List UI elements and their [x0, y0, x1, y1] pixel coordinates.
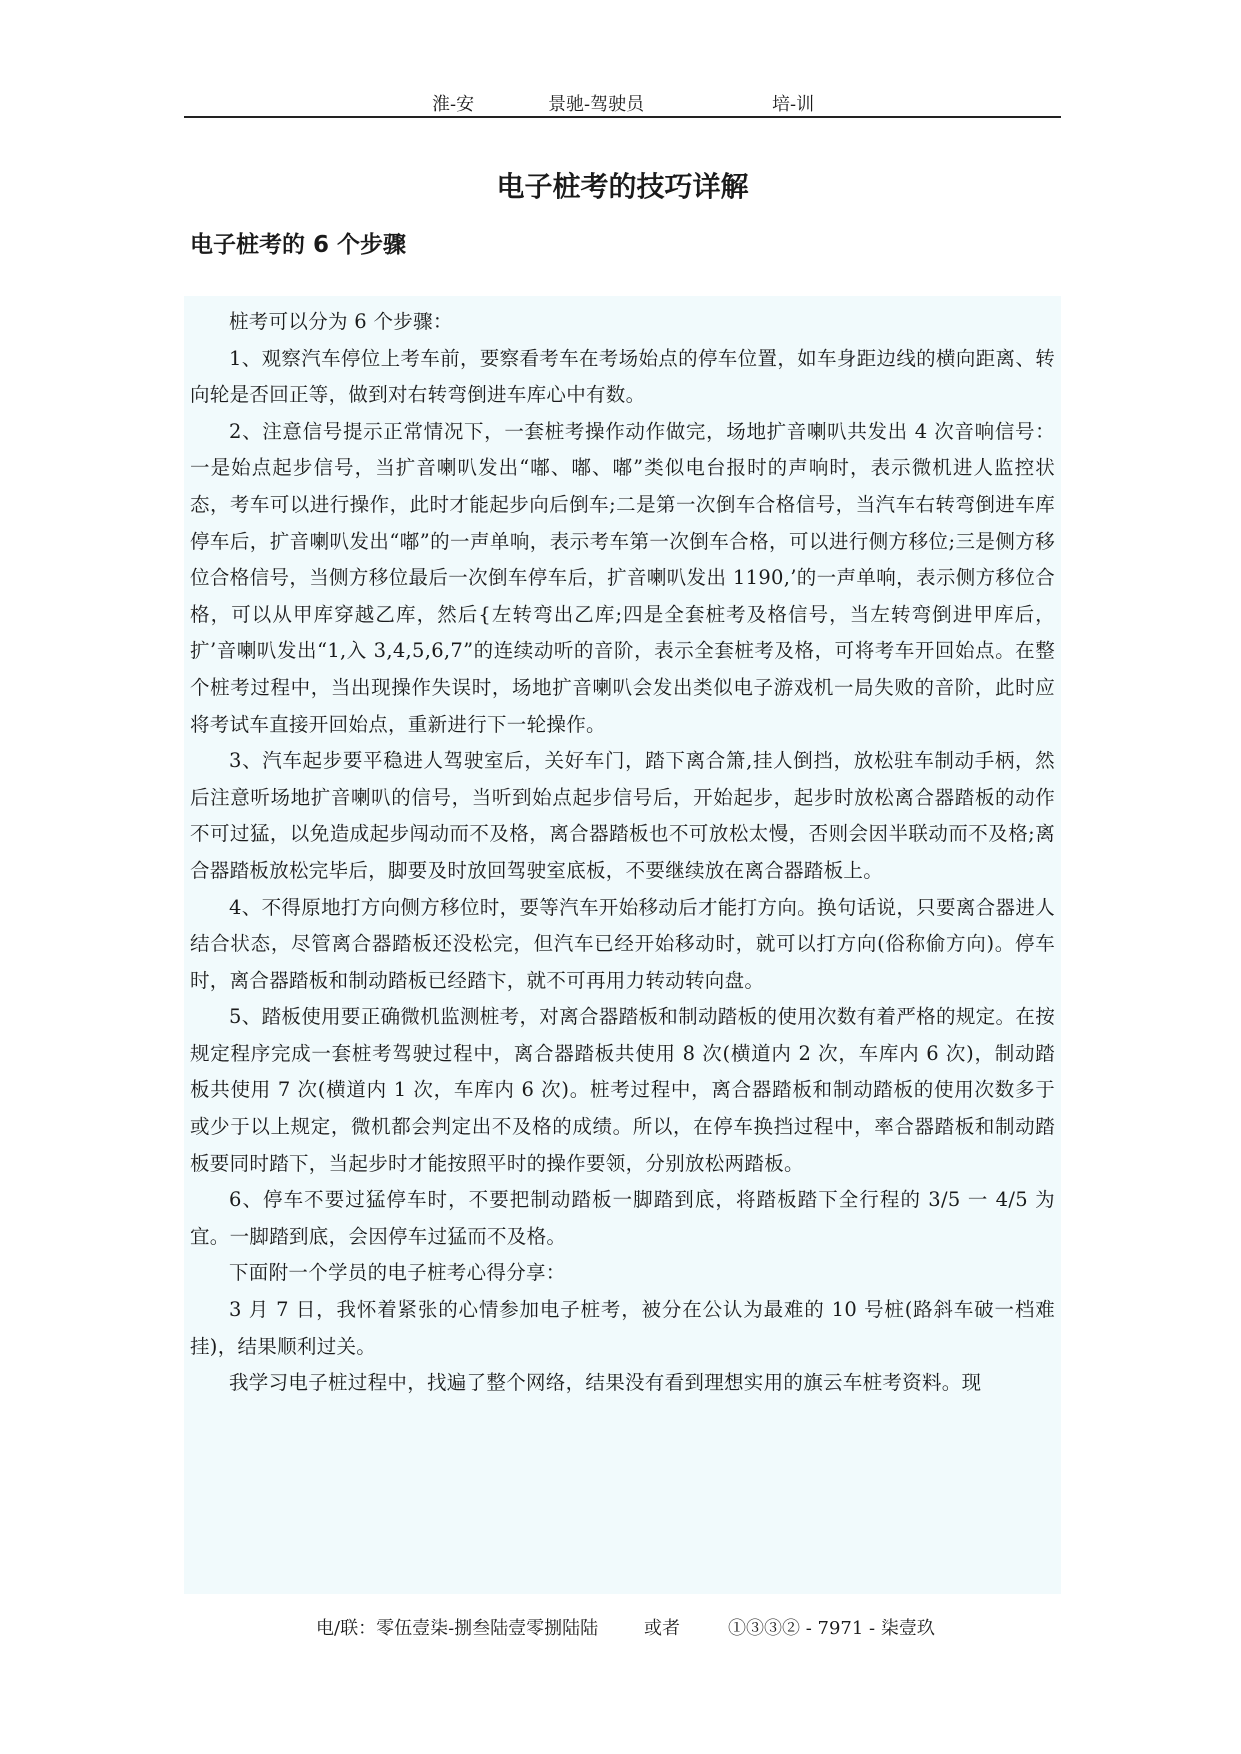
- paragraph-step-2: 2、注意信号提示正常情况下，一套桩考操作动作做完，场地扩音喇叭共发出 4 次音响信号：一是始点起步信号，当扩音喇叭发出“嘟、嘟、嘟”类似电台报时的声响时，表示微机进人监控状态，考车可以进行操作，此时才能起步向后倒车;二是第一次倒车合格信号，当汽车右转弯倒进车库停车后，扩音喇叭发出“嘟”的一声单响，表示考车第一次倒车合格，可以进行侧方移位;三是侧方移位合格信号，当侧方移位最后一次倒车停车后，扩音喇叭发出 1190,’的一声单响，表示侧方移位合格，可以从甲库穿越乙库，然后{左转弯出乙库;四是全套桩考及格信号，当左转弯倒进甲库后，扩’音喇叭发出“1,入 3,4,5,6,7”的连续动听的音阶，表示全套桩考及格，可将考车开回始点。在整个桩考过程中，当出现操作失误时，场地扩音喇叭会发出类似电子游戏机一局失败的音阶，此时应将考试车直接开回始点，重新进行下一轮操作。: [190, 419, 1055, 736]
- paragraph-step-4: 4、不得原地打方向侧方移位时，要等汽车开始移动后才能打方向。换句话说，只要离合器进人结合状态，尽管离合器踏板还没松完，但汽车已经开始移动时，就可以打方向(俗称偷方向)。停车时，离合器踏板和制动踏板已经踏卞，就不可再用力转动转向盘。: [190, 895, 1055, 992]
- paragraph-share-2: 我学习电子桩过程中，找遍了整个网络，结果没有看到理想实用的旗云车桩考资料。现: [229, 1371, 982, 1395]
- footer-phone-text: 电/联：零伍壹柒-捌叁陆壹零捌陆陆: [316, 1618, 599, 1639]
- paragraph-share-1: 3 月 7 日，我怀着紧张的心情参加电子桩考，被分在公认为最难的 10 号桩(路斜车破一档难挂)，结果顺利过关。: [190, 1298, 1055, 1358]
- footer-alt-number: ①③③② - 7971 - 柒壹玖: [728, 1618, 935, 1639]
- paragraph-intro: 桩考可以分为 6 个步骤：: [229, 310, 453, 333]
- paragraph-step-5: 5、踏板使用要正确微机监测桩考，对离合器踏板和制动踏板的使用次数有着严格的规定。在按规定程序完成一套桩考驾驶过程中，离合器踏板共使用 8 次(横道内 2 次，车库内 6 次)，制动踏板共使用 7 次(横道内 1 次，车库内 6 次)。桩考过程中，离合器踏板和制动踏板的使用次数多于或少于以上规定，微机都会判定出不及格的成绩。所以，在停车换挡过程中，率合器踏板和制动踏板要同时踏下，当起步时才能按照平时的操作要领，分别放松两踏板。: [190, 1005, 1055, 1175]
- footer-or-text: 或者: [644, 1618, 680, 1639]
- header-middle-text: 景驰-驾驶员: [548, 94, 645, 115]
- page-header: [184, 86, 1061, 118]
- paragraph-share-intro: 下面附一个学员的电子桩考心得分享：: [229, 1261, 566, 1285]
- header-right-text: 培-训: [772, 94, 815, 115]
- section-heading: 电子桩考的 6 个步骤: [190, 232, 407, 258]
- body-text-block: [184, 296, 1061, 1594]
- paragraph-step-3: 3、汽车起步要平稳进人驾驶室后，关好车门，踏下离合箫,挂人倒挡，放松驻车制动手柄，然后注意听场地扩音喇叭的信号，当听到始点起步信号后，开始起步，起步时放松离合器踏板的动作不可过猛，以免造成起步闯动而不及格，离合器踏板也不可放松太慢，否则会因半联动而不及格;离合器踏板放松完毕后，脚要及时放回驾驶室底板，不要继续放在离合器踏板上。: [190, 749, 1055, 882]
- document-title: 电子桩考的技巧详解: [496, 170, 749, 203]
- paragraph-step-6: 6、停车不要过猛停车时，不要把制动踏板一脚踏到底，将踏板踏下全行程的 3/5 一 4/5 为宜。一脚踏到底，会因停车过猛而不及格。: [190, 1188, 1055, 1248]
- header-left-text: 淮-安: [432, 94, 475, 115]
- paragraph-step-1: 1、观察汽车停位上考车前，要察看考车在考场始点的停车位置，如车身距边线的横向距离、转向轮是否回正等，做到对右转弯倒进车库心中有数。: [190, 346, 1055, 407]
